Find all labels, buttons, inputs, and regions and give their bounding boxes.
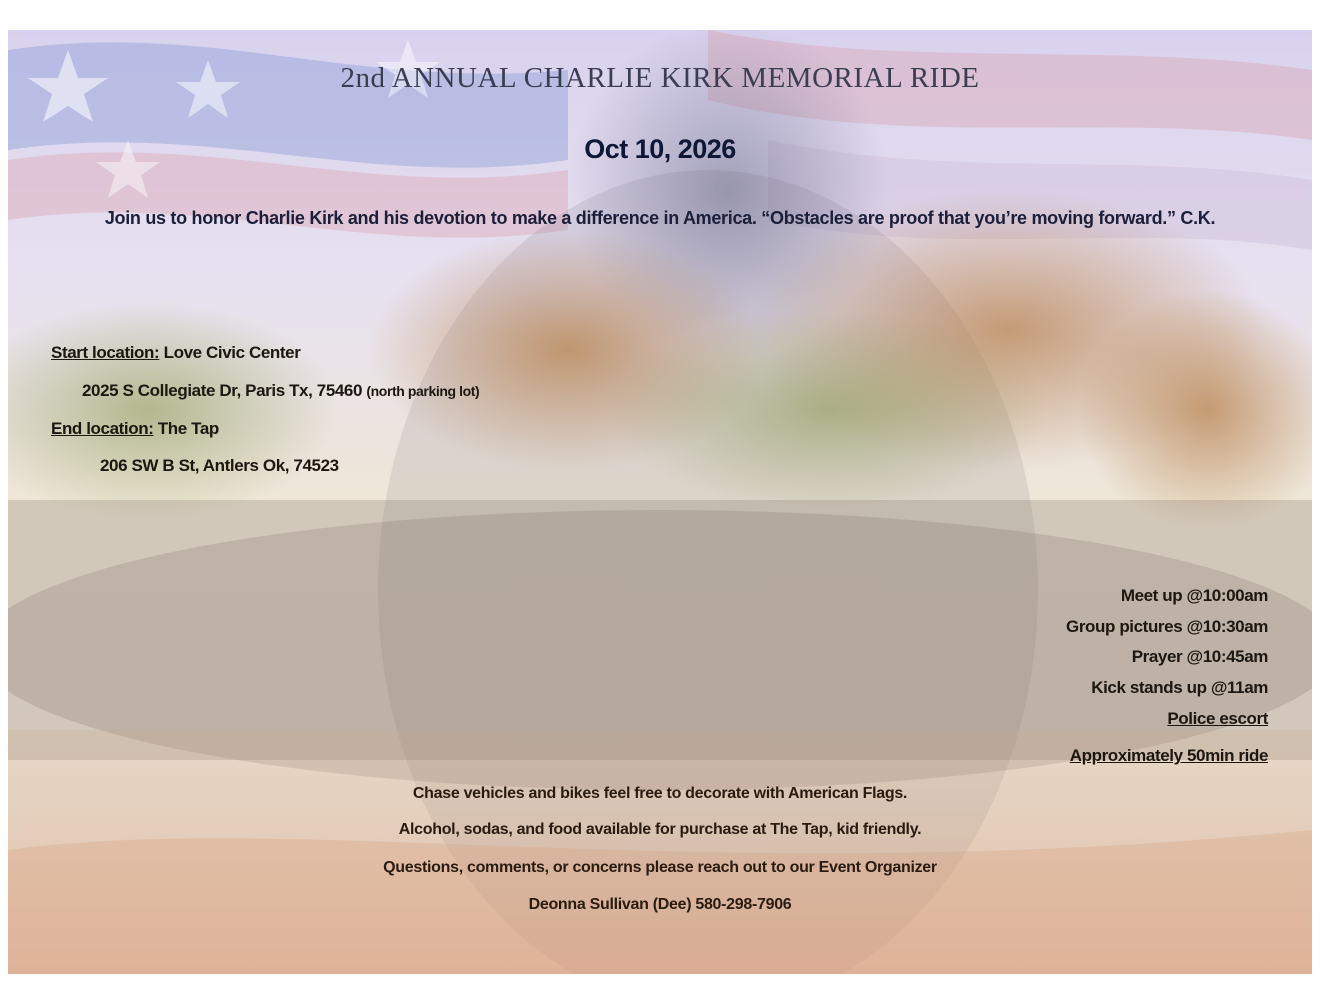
event-flyer <box>8 30 1312 974</box>
event-date: Oct 10, 2026 <box>584 134 736 164</box>
note-line: Questions, comments, or concerns please reach out to our Event Organizer <box>383 859 937 876</box>
start-location-name: Love Civic Center <box>163 343 301 362</box>
end-location-name: The Tap <box>157 419 219 438</box>
start-address-text: 2025 S Collegiate Dr, Paris Tx, 75460 <box>82 381 363 400</box>
start-address <box>82 381 479 401</box>
schedule-item: Approximately 50min ride <box>1069 746 1268 765</box>
start-location <box>51 343 300 363</box>
note-line: Chase vehicles and bikes feel free to decorate with American Flags. <box>412 785 908 802</box>
schedule-item: Kick stands up @11am <box>1091 678 1268 697</box>
schedule-item: Police escort <box>1167 709 1268 728</box>
end-address: 206 SW B St, Antlers Ok, 74523 <box>100 456 339 475</box>
schedule-item: Group pictures @10:30am <box>1066 617 1268 636</box>
event-title: 2nd ANNUAL CHARLIE KIRK MEMORIAL RIDE <box>340 62 980 94</box>
schedule-item: Meet up @10:00am <box>1120 586 1268 605</box>
start-address-note: (north parking lot) <box>366 383 480 399</box>
start-location-label: Start location: <box>51 343 160 362</box>
end-location-label: End location: <box>51 419 154 438</box>
note-line: Alcohol, sodas, and food available for purchase at The Tap, kid friendly. <box>398 821 922 838</box>
schedule-item: Prayer @10:45am <box>1131 647 1268 666</box>
event-tagline: Join us to honor Charlie Kirk and his devotion to make a difference in America. “Obstacles are proof that you’re moving forward.” C.K. <box>104 208 1216 228</box>
organizer-contact: Deonna Sullivan (Dee) 580-298-7906 <box>528 896 792 913</box>
end-location <box>51 419 219 439</box>
